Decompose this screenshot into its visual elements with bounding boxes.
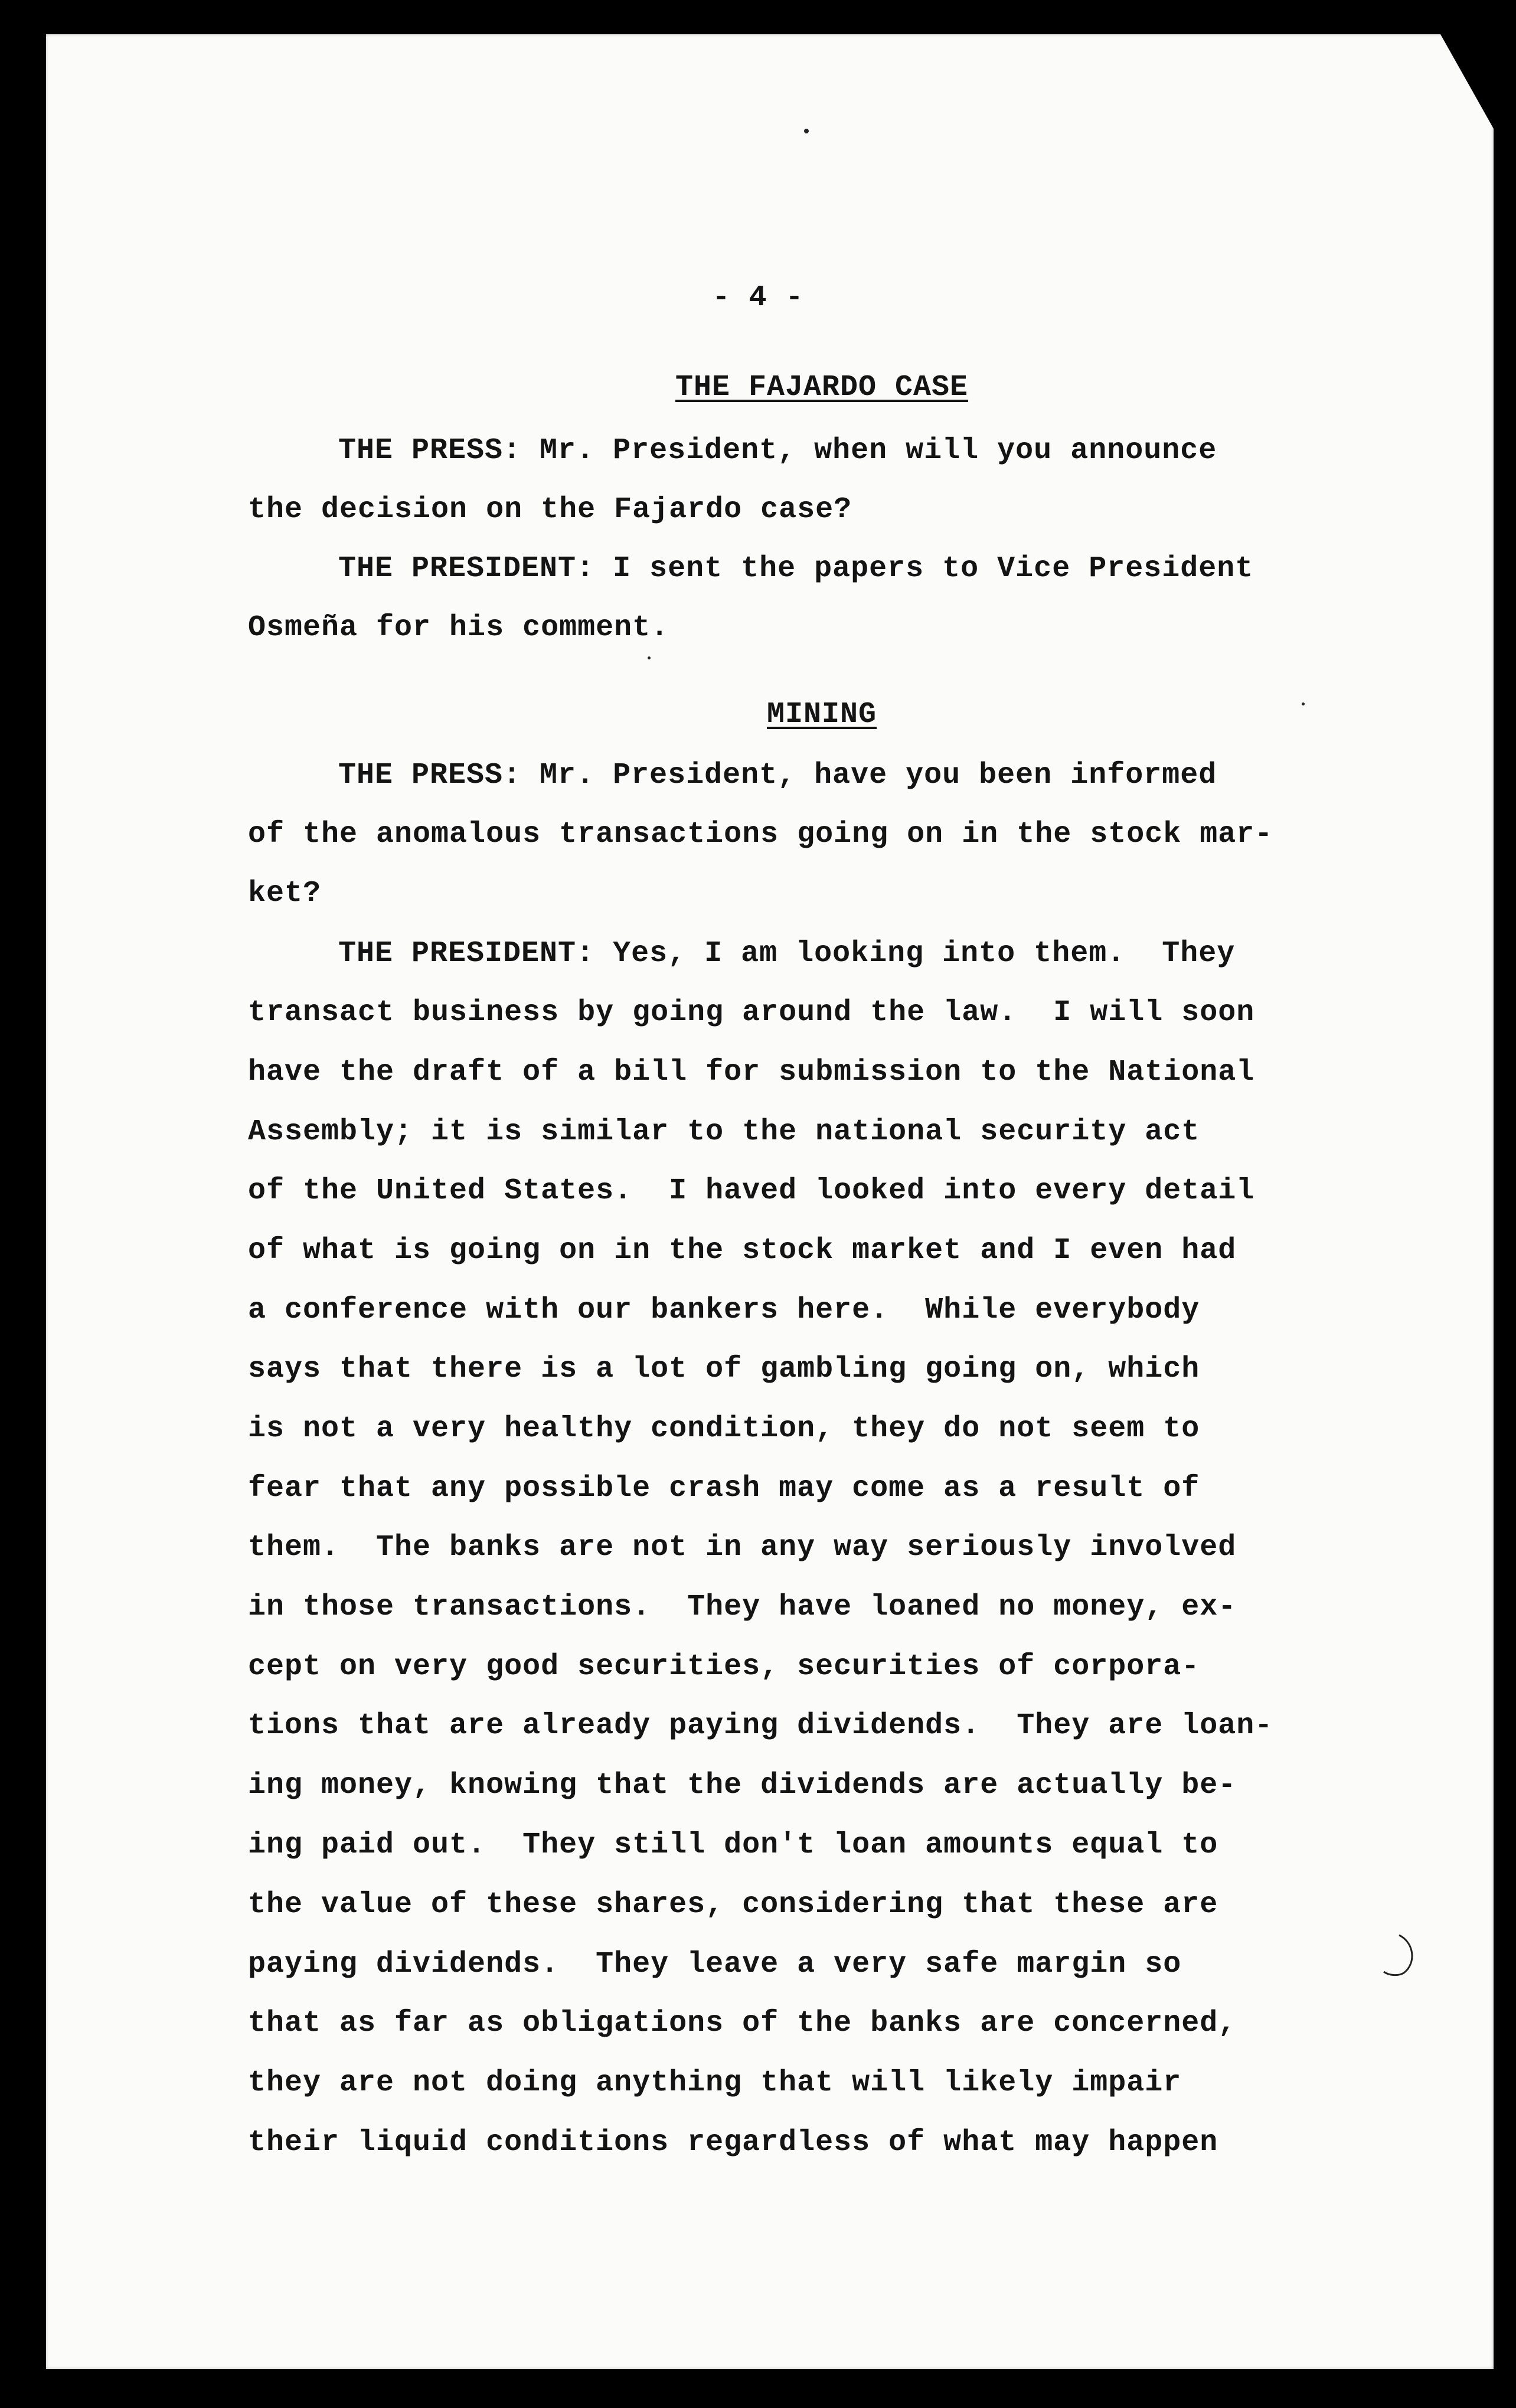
paper-speck [1302, 703, 1305, 705]
text-line: of the United States. I haved looked into every detail [248, 1174, 1255, 1208]
text-line: their liquid conditions regardless of what may happen [248, 2126, 1218, 2159]
text-line: cept on very good securities, securities of corpora- [248, 1650, 1200, 1684]
folded-corner [1440, 34, 1494, 129]
section-heading-fajardo-case: THE FAJARDO CASE [675, 371, 969, 404]
text-line: have the draft of a bill for submission to the National [248, 1056, 1255, 1089]
text-line: a conference with our bankers here. While everybody [248, 1293, 1200, 1327]
text-line: tions that are already paying dividends. They are loan- [248, 1709, 1273, 1743]
text-line: ing paid out. They still don't loan amounts equal to [248, 1828, 1218, 1862]
text-line: fear that any possible crash may come as a result of [248, 1472, 1200, 1505]
text-line: the decision on the Fajardo case? [248, 493, 852, 527]
text-line: THE PRESIDENT: Yes, I am looking into them. They [338, 937, 1236, 971]
text-line: of what is going on in the stock market and I even had [248, 1234, 1237, 1267]
text-line: of the anomalous transactions going on in the stock mar- [248, 818, 1273, 851]
text-line: is not a very healthy condition, they do not seem to [248, 1412, 1200, 1446]
text-line: THE PRESS: Mr. President, have you been informed [338, 759, 1217, 792]
text-line: the value of these shares, considering that these are [248, 1888, 1218, 1922]
text-line: paying dividends. They leave a very safe margin so [248, 1948, 1182, 1981]
paper-speck [648, 656, 651, 659]
text-line: in those transactions. They have loaned no money, ex- [248, 1590, 1237, 1624]
text-line: THE PRESS: Mr. President, when will you announce [338, 434, 1217, 468]
text-line: says that there is a lot of gambling going on, which [248, 1352, 1200, 1386]
text-line: THE PRESIDENT: I sent the papers to Vice President [338, 552, 1254, 586]
text-line: transact business by going around the law. I will soon [248, 996, 1255, 1030]
page-number: - 4 - [712, 281, 804, 315]
text-line: Assembly; it is similar to the national security act [248, 1115, 1200, 1149]
text-line: they are not doing anything that will likely impair [248, 2066, 1182, 2100]
text-line: them. The banks are not in any way seriously involved [248, 1531, 1237, 1564]
text-line: ket? [248, 877, 322, 910]
pencil-mark [1381, 1930, 1435, 1984]
text-line: ing money, knowing that the dividends are actually be- [248, 1769, 1237, 1802]
paper-speck [804, 129, 809, 133]
text-line: that as far as obligations of the banks are concerned, [248, 2007, 1237, 2040]
section-heading-mining: MINING [766, 698, 877, 731]
text-line: Osmeña for his comment. [248, 611, 669, 645]
